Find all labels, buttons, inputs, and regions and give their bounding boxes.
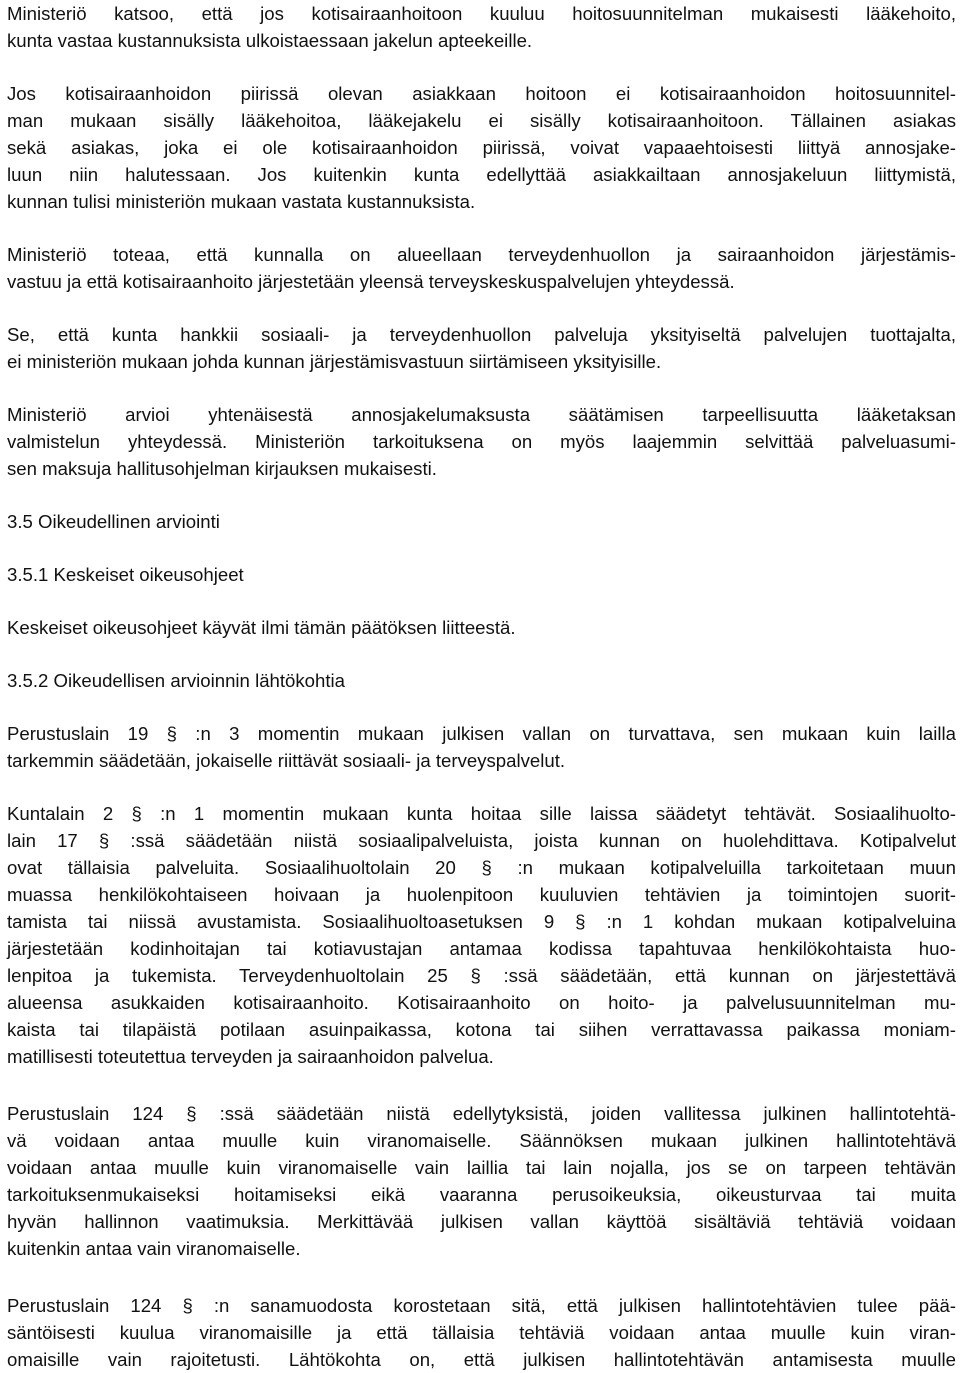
paragraph xyxy=(7,720,956,774)
text-line: Keskeiset oikeusohjeet käyvät ilmi tämän päätöksen liitteestä. xyxy=(7,617,516,638)
text-line: sen maksuja hallitusohjelman kirjauksen mukaisesti. xyxy=(7,458,437,479)
text-line: omaisille vain rajoitetusti. Lähtökohta on, että julkisen hallintotehtävän antamisesta muulle xyxy=(7,1349,956,1370)
text-line: vä voidaan antaa muulle kuin viranomaiselle. Säännöksen mukaan julkinen hallintotehtävä xyxy=(7,1130,956,1151)
text-line: tarkemmin säädetään, jokaiselle riittävät sosiaali- ja terveyspalvelut. xyxy=(7,750,566,771)
text-line: voidaan antaa muulle kuin viranomaiselle vain laillia tai lain nojalla, jos se on tarpeen tehtävän xyxy=(7,1157,956,1178)
paragraph xyxy=(7,1100,956,1262)
text-line: luun niin halutessaan. Jos kuitenkin kunta edellyttää asiakkailtaan annosjakeluun liittymistä, xyxy=(7,164,956,185)
text-line: lain 17 § :ssä säädetään niistä sosiaalipalveluista, joista kunnan on huolehdittava. Kotipalvelut xyxy=(7,830,956,851)
heading-text: 3.5 Oikeudellinen arviointi xyxy=(7,511,220,532)
text-line: Ministeriö katsoo, että jos kotisairaanhoitoon kuuluu hoitosuunnitelman mukaisesti lääkehoito, xyxy=(7,3,956,24)
text-line: kuitenkin antaa vain viranomaiselle. xyxy=(7,1238,301,1259)
section-heading xyxy=(7,508,956,535)
text-line: valmistelun yhteydessä. Ministeriön tarkoituksena on myös laajemmin selvittää palveluasumi- xyxy=(7,431,956,452)
text-line: matillisesti toteutettua terveyden ja sairaanhoidon palvelua. xyxy=(7,1046,494,1067)
text-line: Perustuslain 124 § :n sanamuodosta korostetaan sitä, että julkisen hallintotehtävien tulee pää- xyxy=(7,1295,956,1316)
text-line: hyvän hallinnon vaatimuksia. Merkittävää julkisen vallan käyttöä sisältäviä tehtäviä voidaan xyxy=(7,1211,956,1232)
text-line: man mukaan sisälly lääkehoitoa, lääkejakelu ei sisälly kotisairaanhoitoon. Tällainen asiakas xyxy=(7,110,956,131)
paragraph xyxy=(7,800,956,1070)
text-line: Jos kotisairaanhoidon piirissä olevan asiakkaan hoitoon ei kotisairaanhoidon hoitosuunnitel- xyxy=(7,83,956,104)
text-line: järjestetään kodinhoitajan tai kotiavustajan antamaa kodissa tapahtuvaa henkilökohtaista huo- xyxy=(7,938,956,959)
subsection-heading xyxy=(7,561,956,588)
text-line: Perustuslain 124 § :ssä säädetään niistä edellytyksistä, joiden vallitessa julkinen hallintotehtä- xyxy=(7,1103,956,1124)
text-line: tarkoituksenmukaiseksi hoitamiseksi eikä vaaranna perusoikeuksia, oikeusturvaa tai muita xyxy=(7,1184,956,1205)
text-line: ovat tällaisia palveluita. Sosiaalihuoltolain 20 § :n mukaan kotipalveluilla tarkoitetaan muun xyxy=(7,857,956,878)
paragraph xyxy=(7,80,956,215)
heading-text: 3.5.1 Keskeiset oikeusohjeet xyxy=(7,564,244,585)
paragraph xyxy=(7,401,956,482)
text-line: kunnan tulisi ministeriön mukaan vastata kustannuksista. xyxy=(7,191,476,212)
paragraph xyxy=(7,1292,956,1373)
text-line: lenpitoa ja tukemista. Terveydenhuoltolain 25 § :ssä säädetään, että kunnan on järjestettävä xyxy=(7,965,956,986)
document-page xyxy=(7,0,956,1373)
text-line: tamista tai niissä avustamista. Sosiaalihuoltoasetuksen 9 § :n 1 kohdan mukaan kotipalveluina xyxy=(7,911,956,932)
paragraph xyxy=(7,614,956,641)
text-line: kunta vastaa kustannuksista ulkoistaessaan jakelun apteekeille. xyxy=(7,30,533,51)
text-line: muassa henkilökohtaiseen hoivaan ja huolenpitoon kuuluvien tehtävien ja toimintojen suorit- xyxy=(7,884,956,905)
text-line: Ministeriö arvioi yhtenäisestä annosjakelumaksusta säätämisen tarpeellisuutta lääketaksan xyxy=(7,404,956,425)
text-line: kaista tai tilapäistä potilaan asuinpaikassa, kotona tai siihen verrattavassa paikassa moniam- xyxy=(7,1019,956,1040)
paragraph xyxy=(7,0,956,54)
text-line: sekä asiakas, joka ei ole kotisairaanhoidon piirissä, voivat vapaaehtoisesti liittyä annosjake- xyxy=(7,137,956,158)
text-line: Ministeriö toteaa, että kunnalla on alueellaan terveydenhuollon ja sairaanhoidon järjestämis- xyxy=(7,244,956,265)
paragraph xyxy=(7,321,956,375)
text-line: Kuntalain 2 § :n 1 momentin mukaan kunta hoitaa sille laissa säädetyt tehtävät. Sosiaalihuolto- xyxy=(7,803,956,824)
text-line: Perustuslain 19 § :n 3 momentin mukaan julkisen vallan on turvattava, sen mukaan kuin lailla xyxy=(7,723,956,744)
text-line: alueensa asukkaiden kotisairaanhoito. Kotisairaanhoito on hoito- ja palvelusuunnitelman mu- xyxy=(7,992,956,1013)
text-line: ei ministeriön mukaan johda kunnan järjestämisvastuun siirtämiseen yksityisille. xyxy=(7,351,662,372)
paragraph xyxy=(7,241,956,295)
text-line: vastuu ja että kotisairaanhoito järjestetään yleensä terveyskeskuspalvelujen yhteydessä. xyxy=(7,271,735,292)
text-line: Se, että kunta hankkii sosiaali- ja terveydenhuollon palveluja yksityiseltä palvelujen tuottajalta, xyxy=(7,324,956,345)
text-line: säntöisesti kuulua viranomaisille ja että tällaisia tehtäviä voidaan antaa muulle kuin viran- xyxy=(7,1322,956,1343)
subsection-heading xyxy=(7,667,956,694)
heading-text: 3.5.2 Oikeudellisen arvioinnin lähtökohtia xyxy=(7,670,346,691)
